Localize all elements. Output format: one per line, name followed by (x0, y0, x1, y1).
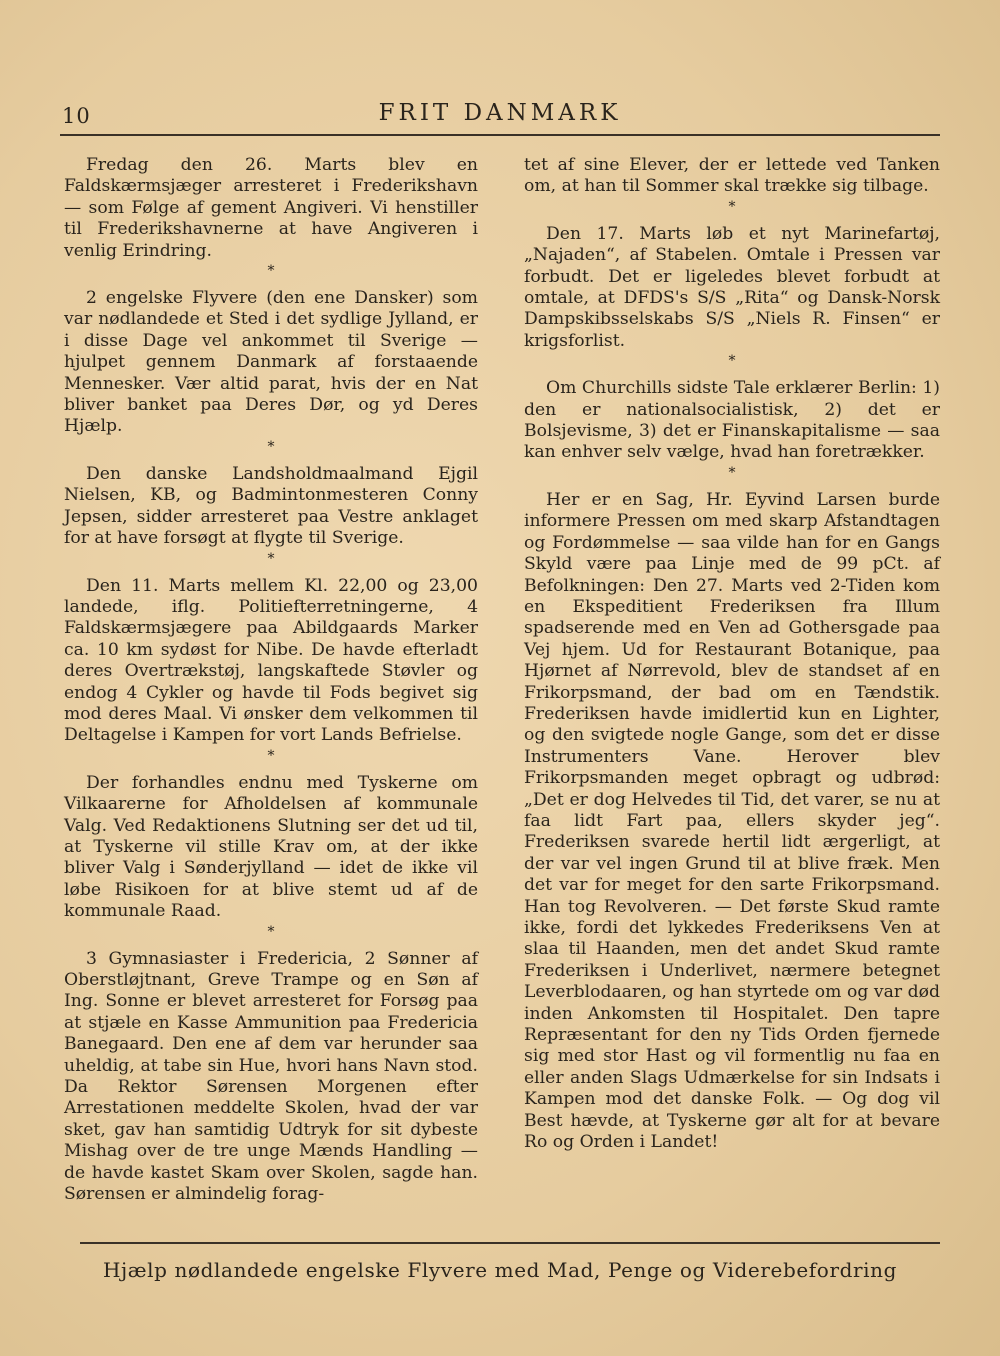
footer-rule (80, 1242, 940, 1244)
footer-slogan: Hjælp nødlandede engelske Flyvere med Mad, Penge og Viderebefordring (102, 1258, 898, 1282)
article-paragraph: Fredag den 26. Marts blev en Faldskærmsjæger arresteret i Frederikshavn — som Følge af gement Angiveri. Vi henstiller til Frederikshavnerne at have Angiveren i venlig Erindring. (64, 155, 478, 261)
header-rule (60, 134, 940, 136)
separator-asterisk: * (267, 550, 275, 567)
article-paragraph: 2 engelske Flyvere (den ene Dansker) som var nødlandede et Sted i det sydlige Jylland, er i disse Dage vel ankommet til Sverige — hjulpet gennem Danmark af forstaaende Mennesker. Vær altid parat, hvis der en Nat bliver banket paa Deres Dør, og yd Deres Hjælp. (64, 288, 478, 437)
separator-asterisk: * (728, 353, 736, 370)
article-paragraph: Der forhandles endnu med Tyskerne om Vilkaarerne for Afholdelsen af kommunale Valg. Ved Redaktionens Slutning ser det ud til, at Tyskerne vil stille Krav om, at der ikke bliver Valg i Sønderjylland — idet de ikke vil løbe Risikoen for at blive stemt ud af de kommunale Raad. (64, 772, 478, 922)
article-paragraph: Den 17. Marts løb et nyt Marinefartøj, „Najaden“, af Stabelen. Omtale i Pressen var forbudt. Det er ligeledes blevet forbudt at omtale, at DFDS's S/S „Rita“ og Dansk-Norsk Dampskibsselskabs S/S „Niels R. Finsen“ er krigsforlist. (524, 223, 940, 351)
article-paragraph: Om Churchills sidste Tale erklærer Berlin: 1) den er nationalsocialistisk, 2) det er Bolsjevisme, 3) det er Finanskapitalisme — saa kan enhver selv vælge, hvad han foretrækker. (524, 378, 940, 463)
right-column (524, 155, 940, 1153)
article-paragraph: Her er en Sag, Hr. Eyvind Larsen burde informere Pressen om med skarp Afstandtagen og Fordømmelse — saa vilde han for en Gangs Skyld være paa Linje med de 99 pCt. af Befolkningen: Den 27. Marts ved 2-Tiden kom en Ekspeditient Frederiksen fra Illum spadserende med en Ven ad Gothersgade paa Vej hjem. Ud for Restaurant Botanique, paa Hjørnet af Nørrevold, blev de standset af en Frikorpsmand, der bad om en Tændstik. Frederiksen havde imidlertid kun en Lighter, og den svigtede nogle Gange, som det er disse Instrumenters Vane. Herover blev Frikorpsmanden meget opbragt og udbrød: „Det er dog Helvedes til Tid, det varer, se nu at faa lidt Fart paa, ellers skyder jeg“. Frederiksen svarede hertil lidt ærgerligt, at der var vel ingen Grund til at blive fræk. Men det var for meget for den sarte Frikorpsmand. Han tog Revolveren. — Det første Skud ramte ikke, fordi det lykkedes Frederiksens Ven at slaa til Haanden, men det andet Skud ramte Frederiksen i Underlivet, nærmere betegnet Leverblodaaren, og han styrtede om og var død inden Ankomsten til Hospitalet. Den tapre Repræsentant for den ny Tids Orden fjernede sig med stor Hast og vil formentlig nu faa en eller anden Slags Udmærkelse for sin Indsats i Kampen mod det danske Folk. — Og dog vil Best hævde, at Tyskerne gør alt for at bevare Ro og Orden i Landet! (524, 489, 940, 1153)
separator-asterisk: * (728, 198, 736, 215)
separator-asterisk: * (267, 263, 275, 280)
masthead-title: FRIT DANMARK (378, 100, 622, 126)
article-paragraph-continued: tet af sine Elever, der er lettede ved Tanken om, at han til Sommer skal trække sig tilbage. (524, 155, 940, 197)
article-paragraph: 3 Gymnasiaster i Fredericia, 2 Sønner af Oberstløjtnant, Greve Trampe og en Søn af Ing. Sonne er blevet arresteret for Forsøg paa at stjæle en Kasse Ammunition paa Fredericia Banegaard. Den ene af dem var herunder saa uheldig, at tabe sin Hue, hvori hans Navn stod. Da Rektor Sørensen Morgenen efter Arrestationen meddelte Skolen, hvad der var sket, gav han samtidig Udtryk for sit dybeste Mishag over de tre unge Mænds Handling — de havde kastet Skam over Skolen, sagde han. Sørensen er almindelig forag- (64, 948, 478, 1205)
article-paragraph: Den 11. Marts mellem Kl. 22,00 og 23,00 landede, iflg. Politiefterretningerne, 4 Faldskærmsjægere paa Abildgaards Marker ca. 10 km sydøst for Nibe. De havde efterladt deres Overtrækstøj, langskaftede Støvler og endog 4 Cykler og havde til Fods begivet sig mod deres Maal. Vi ønsker dem velkommen til Deltagelse i Kampen for vort Lands Befrielse. (64, 575, 478, 746)
separator-asterisk: * (267, 438, 275, 455)
separator-asterisk: * (267, 923, 275, 940)
separator-asterisk: * (728, 464, 736, 481)
page-header (60, 100, 940, 136)
article-paragraph: Den danske Landsholdmaalmand Ejgil Nielsen, KB, og Badmintonmesteren Conny Jepsen, sidder arresteret paa Vestre anklaget for at have forsøgt at flygte til Sverige. (64, 463, 478, 549)
page-number: 10 (62, 104, 91, 128)
separator-asterisk: * (267, 747, 275, 764)
left-column (64, 155, 478, 1205)
